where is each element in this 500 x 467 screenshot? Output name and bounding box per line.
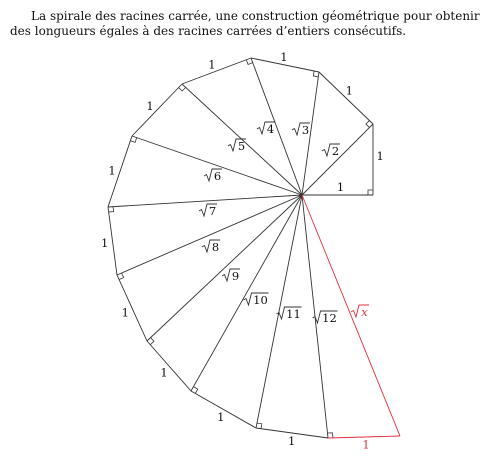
unit-segment: [182, 58, 251, 84]
sqrt-label-9: [222, 269, 240, 283]
sqrt-label-7: [199, 204, 217, 218]
svg-text:8: 8: [211, 240, 220, 254]
sqrt-label-12: [313, 311, 338, 325]
sqrt-label-8: [202, 240, 220, 254]
unit-label: 1: [121, 305, 130, 320]
unit-label: 1: [376, 148, 384, 163]
radius-line: [132, 136, 302, 195]
unit-segment: [132, 84, 182, 136]
unit-segment: [319, 72, 373, 124]
svg-text:12: 12: [322, 311, 337, 325]
unit-label: 1: [101, 235, 109, 250]
svg-text:3: 3: [301, 123, 310, 137]
sqrt-label-10: [244, 293, 269, 307]
unit-segment: [108, 207, 117, 275]
sqrt-label-11: [277, 307, 302, 321]
unit-label: 1: [208, 57, 216, 72]
sqrt-label-5: [228, 139, 246, 153]
sqrt-label-4: [257, 122, 275, 136]
svg-text:7: 7: [208, 204, 217, 218]
unit-label: 1: [280, 50, 288, 65]
svg-text:10: 10: [253, 293, 268, 307]
sqrt-label-6: [204, 169, 222, 183]
unit-segment: [147, 341, 191, 391]
unit-label: 1: [146, 98, 154, 113]
svg-text:11: 11: [286, 307, 301, 321]
unit-label: 1: [108, 163, 116, 178]
svg-text:4: 4: [266, 122, 275, 136]
radius-line: [191, 195, 302, 391]
unit-label: 1: [345, 83, 353, 98]
radius-line: [251, 58, 302, 195]
radius-line: [147, 195, 302, 341]
right-angle-mark: [150, 338, 154, 345]
svg-text:6: 6: [213, 169, 222, 183]
intro-paragraph: La spirale des racines carrée, une construction géométrique pour obtenir des longueurs égales à des racines carrées d’entiers consécutifs.: [10, 9, 480, 38]
right-angle-mark: [179, 87, 186, 91]
radius-line-sqrt-x: [302, 195, 400, 436]
unit-label: 1: [288, 433, 296, 448]
radius-line: [108, 195, 302, 207]
svg-text:x: x: [361, 305, 368, 319]
sqrt-x-label: [351, 305, 369, 319]
svg-text:2: 2: [331, 144, 340, 158]
right-angle-mark: [368, 190, 373, 195]
right-angle-mark: [109, 207, 114, 212]
svg-text:9: 9: [231, 269, 240, 283]
sqrt-label-2: [322, 144, 340, 158]
unit-label-red: 1: [362, 437, 370, 452]
unit-label-first: 1: [336, 180, 345, 194]
sqrt-label-3: [292, 123, 310, 137]
unit-label: 1: [160, 365, 168, 380]
unit-label: 1: [217, 410, 225, 425]
svg-text:5: 5: [237, 139, 246, 153]
right-angle-mark: [366, 121, 370, 128]
